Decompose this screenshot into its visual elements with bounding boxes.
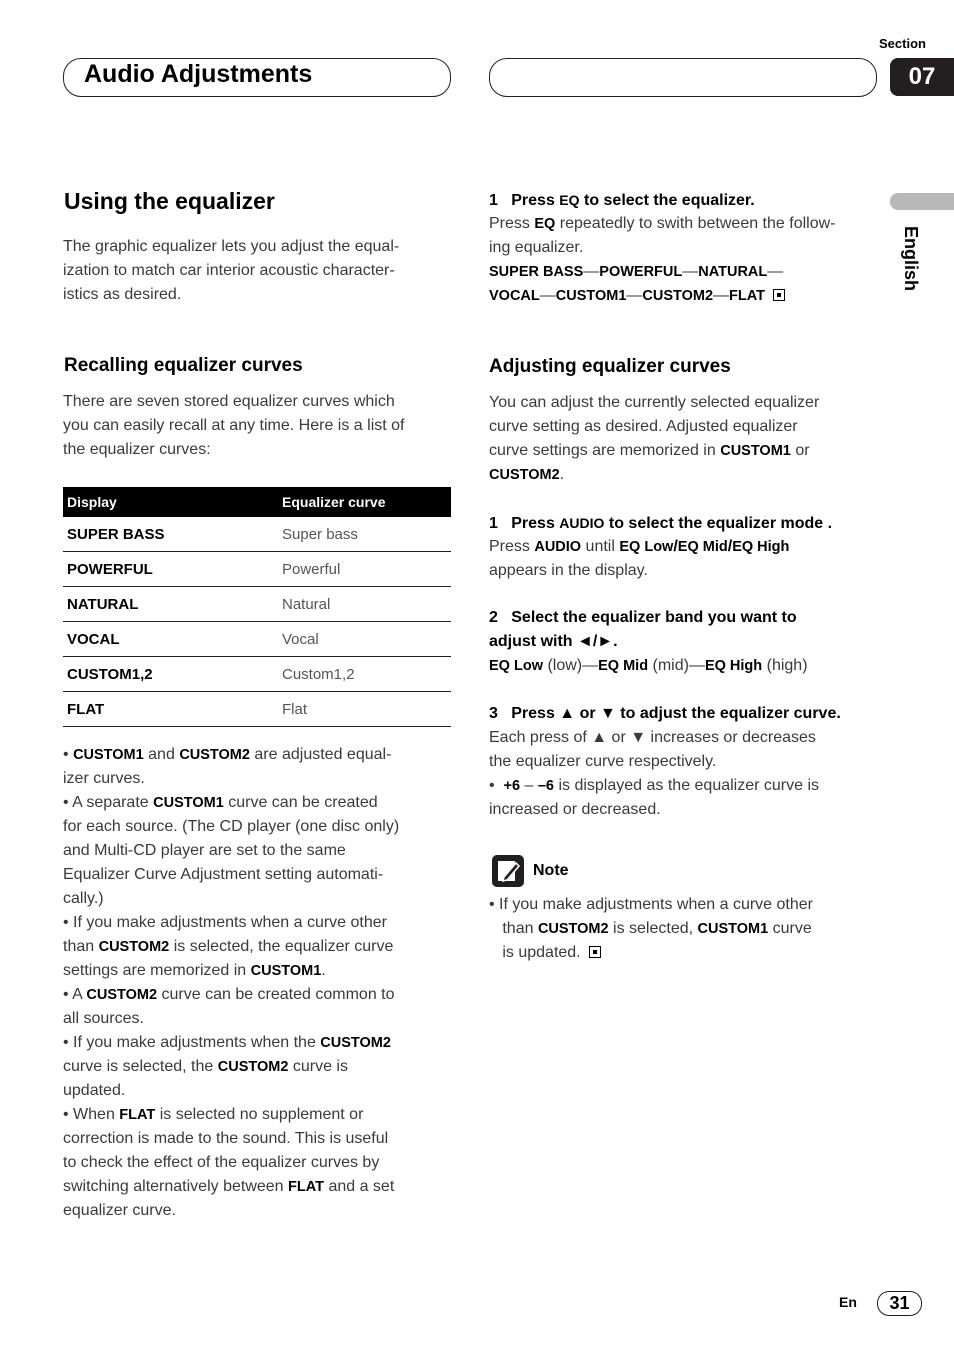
stop-icon — [773, 289, 785, 301]
table-cell-display: CUSTOM1,2 — [63, 657, 278, 692]
intro-paragraph: The graphic equalizer lets you adjust the equal- ization to match car interior acoustic character- istics as desired. — [63, 238, 400, 303]
step-1-description: Press AUDIO until EQ Low/EQ Mid/EQ High appears in the display. — [489, 538, 790, 579]
table-cell-display: VOCAL — [63, 622, 278, 657]
bullet-item: • A separate CUSTOM1 curve can be created for each source. (The CD player (one disc only) and Multi-CD player are set to the same Equalizer Curve Adjustment setting automati- cally.) — [63, 794, 400, 907]
table-row — [63, 552, 451, 587]
step-1: 1 Press AUDIO to select the equalizer mode . — [489, 515, 833, 532]
table-row — [63, 657, 451, 692]
stop-icon — [589, 946, 601, 958]
adjust-heading: Adjusting equalizer curves — [489, 356, 731, 377]
table-cell-display: FLAT — [63, 692, 278, 727]
recall-paragraph: There are seven stored equalizer curves which you can easily recall at any time. Here is a list of the equalizer curves: — [63, 393, 405, 458]
adjust-intro: You can adjust the currently selected equalizer curve setting as desired. Adjusted equalizer curve settings are memorized in CUSTOM1 or CUSTOM2. — [489, 394, 820, 483]
step-2-description: EQ Low (low)—EQ Mid (mid)—EQ High (high) — [489, 657, 808, 674]
section-heading: Using the equalizer — [64, 188, 275, 214]
table-cell-curve: Vocal — [278, 622, 451, 657]
bullet-item: • When FLAT is selected no supplement or correction is made to the sound. This is useful to check the effect of the equalizer curves by switching alternatively between FLAT and a set equalizer curve. — [63, 1106, 395, 1219]
header-right-frame — [489, 58, 877, 97]
note-title: Note — [533, 862, 569, 879]
footer-language: En — [839, 1294, 857, 1310]
table-cell-curve: Powerful — [278, 552, 451, 587]
table-header-row — [63, 487, 451, 517]
table-row — [63, 517, 451, 552]
recall-heading: Recalling equalizer curves — [64, 355, 303, 376]
bullet-item: • CUSTOM1 and CUSTOM2 are adjusted equal- izer curves. — [63, 746, 392, 787]
table-cell-curve: Natural — [278, 587, 451, 622]
step-3: 3 Press ▲ or ▼ to adjust the equalizer curve. — [489, 705, 841, 722]
table-cell-display: SUPER BASS — [63, 517, 278, 552]
table-row — [63, 622, 451, 657]
eq-description: Press EQ repeatedly to swith between the follow- ing equalizer. — [489, 215, 836, 256]
table-row — [63, 692, 451, 727]
bullet-item: • If you make adjustments when a curve other than CUSTOM2 is selected, the equalizer curve settings are memorized in CUSTOM1. — [63, 914, 394, 979]
bullet-item: • A CUSTOM2 curve can be created common to all sources. — [63, 986, 395, 1027]
notes-list — [63, 743, 455, 1223]
eq-sequence: SUPER BASS—POWERFUL—NATURAL— VOCAL—CUSTOM1—CUSTOM2—FLAT — [489, 260, 889, 308]
equalizer-table — [63, 487, 451, 727]
language-tab — [890, 193, 954, 210]
table-cell-display: NATURAL — [63, 587, 278, 622]
section-number: 07 — [890, 58, 954, 96]
page-title: Audio Adjustments — [84, 60, 313, 88]
section-label: Section — [879, 36, 926, 51]
table-cell-curve: Super bass — [278, 517, 451, 552]
table-cell-curve: Custom1,2 — [278, 657, 451, 692]
page-number: 31 — [877, 1291, 922, 1316]
table-cell-curve: Flat — [278, 692, 451, 727]
note-icon — [492, 855, 524, 887]
bullet-item: • If you make adjustments when the CUSTOM2 curve is selected, the CUSTOM2 curve is updated. — [63, 1034, 391, 1099]
table-cell-display: POWERFUL — [63, 552, 278, 587]
language-label: English — [901, 226, 921, 292]
step-3-description: Each press of ▲ or ▼ increases or decreases the equalizer curve respectively. • +6 – –6 is displayed as the equalizer curve is increased or decreased. — [489, 729, 820, 818]
step-2: 2 Select the equalizer band you want to adjust with ◄/►. — [489, 609, 797, 650]
column-header: Equalizer curve — [278, 487, 451, 517]
table-row — [63, 587, 451, 622]
note-text: • If you make adjustments when a curve other than CUSTOM2 is selected, CUSTOM1 curve is updated. — [489, 896, 813, 961]
column-header: Display — [63, 487, 278, 517]
step-select-eq: 1 Press EQ to select the equalizer. — [489, 192, 755, 209]
